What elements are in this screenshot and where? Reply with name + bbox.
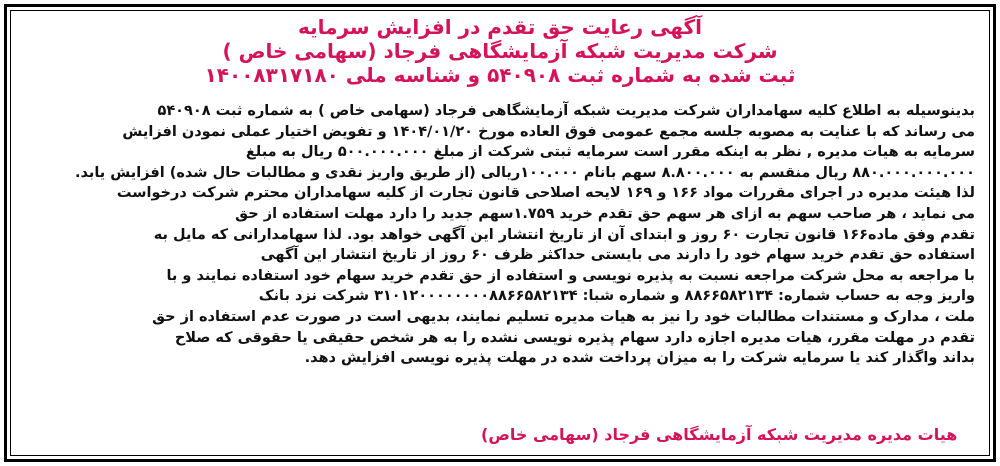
body-line: می رساند که با عنایت به مصوبه جلسه مجمع عمومی فوق العاده مورخ ۱۴۰۴/۰۱/۲۰ و تفویض اختیار عملی نمودن افزایش [122,123,975,140]
company-name: شرکت مدیریت شبکه آزمایشگاهی فرجاد (سهامی خاص ) [222,39,778,63]
body-line: استفاده حق تقدم خرید سهام خود را دارند می بایستی حداکثر ظرف ۶۰ روز از تاریخ انتشار این آگهی [260,247,975,264]
body-line: بداند واگذار کند یا سرمایه شرکت را به میزان پرداخت شده در مهلت پذیره نویسی افزایش دهد. [304,350,975,367]
body-line: تقدم در مهلت مقرر، هیات مدیره اجازه دارد سهام پذیره نویسی نشده را به هر شخص حقیقی یا حقوقی که صلاح [174,329,975,346]
board-signature: هیات مدیره مدیریت شبکه آزمایشگاهی فرجاد (سهامی خاص) [481,425,958,444]
body-line: با مراجعه به محل شرکت مراجعه نسبت به پذیره نویسی و استفاده از حق تقدم خرید سهام خود استفاده نمایند و با [166,267,975,284]
notice-header [11,15,989,87]
notice-title: آگهی رعایت حق تقدم در افزایش سرمایه [297,15,703,39]
body-line: واریز وجه به حساب شماره: ۸۸۶۶۵۸۲۱۳۴ و شماره شبا: ۳۱۰۱۲۰۰۰۰۰۰۰۰۸۸۶۶۵۸۲۱۳۴ شرکت نزد بانک [258,288,975,305]
registration-info: ثبت شده به شماره ثبت ۵۴۰۹۰۸ و شناسه ملی ۱۴۰۰۸۳۱۷۱۸۰ [204,63,796,87]
notice-inner-border [10,10,990,456]
body-line: لذا هیئت مدیره در اجرای مقررات مواد ۱۶۶ و ۱۶۹ لایحه اصلاحی قانون تجارت از کلیه سهامداران محترم شرکت درخواست [116,185,975,202]
body-line: بدینوسیله به اطلاع کلیه سهامداران شرکت مدیریت شبکه آزمایشگاهی فرجاد (سهامی خاص ) به شماره ثبت ۵۴۰۹۰۸ [157,103,975,119]
body-line: سرمایه به هیات مدیره , نظر به اینکه مقرر است سرمایه ثبتی شرکت از مبلغ ۵۰۰.۰۰۰.۰۰۰ ریال به مبلغ [245,144,975,161]
notice-frame [4,4,996,462]
body-line: تقدم وفق ماده۱۶۶ قانون تجارت ۶۰ روز و ابتدای آن از تاریخ انتشار این آگهی خواهد بود. لذا سهامدارانی که مایل به [153,226,975,243]
body-line: می نماید ، هر صاحب سهم به ازای هر سهم حق تقدم خرید ۱.۷۵۹سهم جدید را دارد مهلت استفاده از حق [235,205,975,222]
body-line: ۸۸۰.۰۰۰.۰۰۰.۰۰۰ ریال منقسم به ۸.۸۰۰.۰۰۰ سهم بانام ۱۰۰.۰۰۰ریالی (از طریق واریز نقدی و مطالبات حال شده) افزایش یابد. [75,164,975,181]
body-line: ملت ، مدارک و مستندات مطالبات خود را نیز به هیات مدیره تسلیم نمایند، بدیهی است در صورت عدم استفاده از حق [152,308,975,325]
notice-body [23,101,975,369]
